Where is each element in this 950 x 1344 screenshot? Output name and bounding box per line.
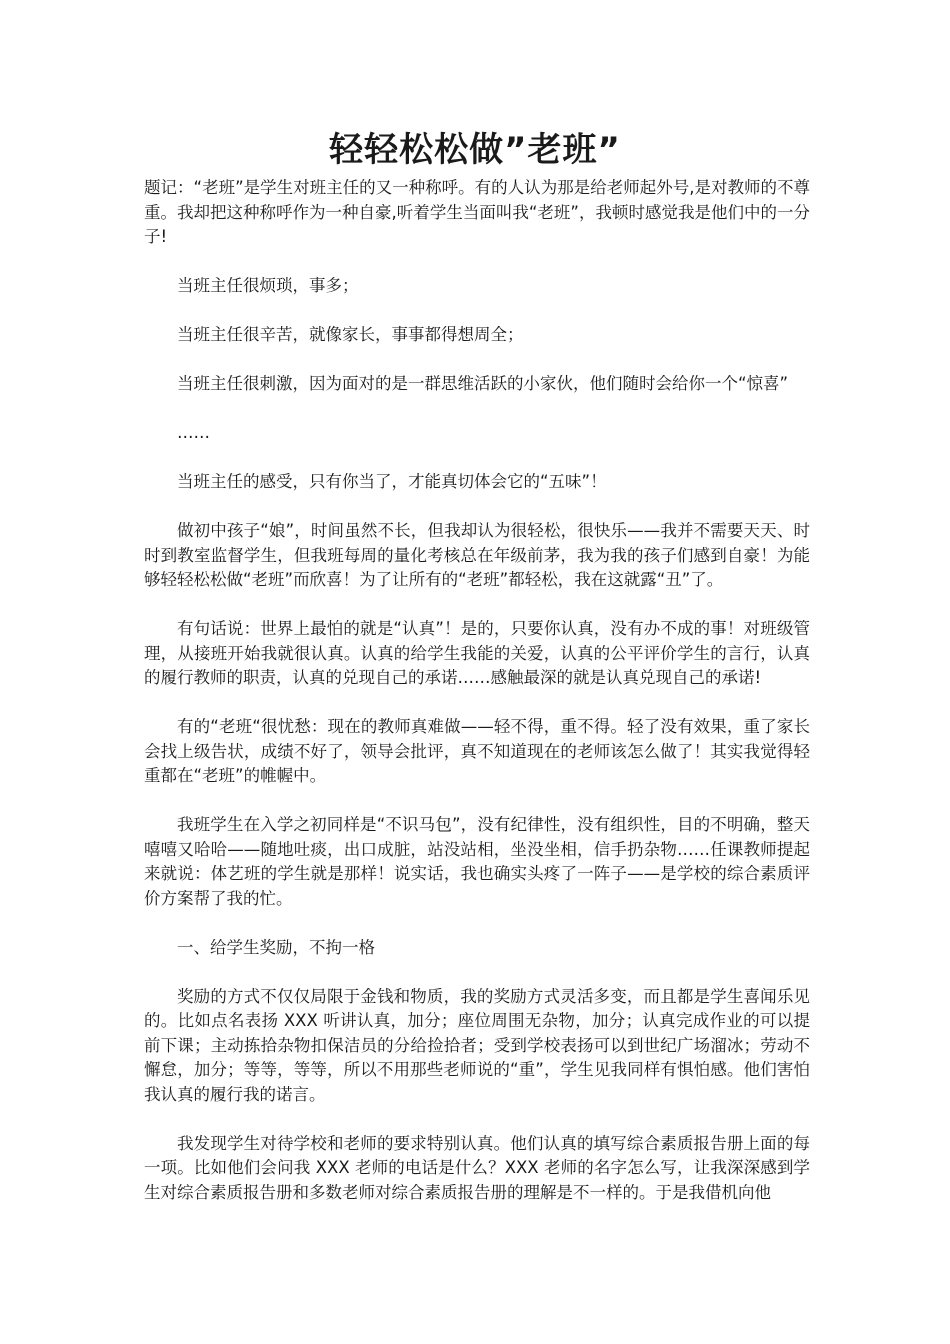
- paragraph: 当班主任的感受，只有你当了，才能真切体会它的“五味”！: [177, 472, 607, 491]
- paragraph: 有句话说：世界上最怕的就是“认真”！是的，只要你认真，没有办不成的事！对班级管理，从接班开始我就很认真。认真的给学生我能的关爱，认真的公平评价学生的言行，认真的履行教师的职责，认真的兑现自己的承诺……感触最深的就是认真兑现自己的承诺!: [144, 619, 810, 687]
- paragraph: 当班主任很烦琐，事多；: [177, 276, 359, 295]
- paragraph: 我班学生在入学之初同样是“不识马包”，没有纪律性，没有组织性，目的不明确，整天嘻嘻又哈哈——随地吐痰，出口成脏，站没站相，坐没坐相，信手扔杂物……任课教师提起来就说：体艺班的学生就是那样！说实话，我也确实头疼了一阵子——是学校的综合素质评价方案帮了我的忙。: [144, 815, 810, 908]
- paragraph-preface: 题记：“老班”是学生对班主任的又一种称呼。有的人认为那是给老师起外号,是对教师的不尊重。我却把这种称呼作为一种自豪,听着学生当面叫我“老班”，我顿时感觉我是他们中的一分子!: [144, 178, 810, 246]
- paragraph: 有的“老班“很忧愁：现在的教师真难做——轻不得，重不得。轻了没有效果，重了家长会找上级告状，成绩不好了，领导会批评，真不知道现在的老师该怎么做了！其实我觉得轻重都在“老班”的帷幄中。: [144, 717, 810, 785]
- paragraph: 奖励的方式不仅仅局限于金钱和物质，我的奖励方式灵活多变，而且都是学生喜闻乐见的。比如点名表扬 XXX 听讲认真，加分；座位周围无杂物，加分；认真完成作业的可以提前下课；主动拣拾杂物扣保洁员的分给捡拾者；受到学校表扬可以到世纪广场溜冰；劳动不懈怠，加分；等等，等等，所以不用那些老师说的“重”，学生见我同样有惧怕感。他们害怕我认真的履行我的诺言。: [144, 986, 810, 1104]
- paragraph: 做初中孩子“娘”，时间虽然不长，但我却认为很轻松，很快乐——我并不需要天天、时时到教室监督学生，但我班每周的量化考核总在年级前茅，我为我的孩子们感到自豪！为能够轻轻松松做“老班”而欣喜！为了让所有的“老班”都轻松，我在这就露“丑”了。: [144, 521, 810, 589]
- document-body: [144, 176, 810, 1230]
- document-title: 轻轻松松做”老班”: [329, 130, 621, 170]
- section-heading: 一、给学生奖励，不拘一格: [177, 937, 375, 957]
- paragraph-ellipsis: ……: [177, 423, 210, 442]
- paragraph: 当班主任很刺激，因为面对的是一群思维活跃的小家伙，他们随时会给你一个“惊喜”: [177, 374, 789, 393]
- paragraph: 我发现学生对待学校和老师的要求特别认真。他们认真的填写综合素质报告册上面的每一项。比如他们会问我 XXX 老师的电话是什么？XXX 老师的名字怎么写，让我深深感到学生对综合素质报告册和多数老师对综合素质报告册的理解是不一样的。于是我借机向他: [144, 1133, 810, 1202]
- paragraph: 当班主任很辛苦，就像家长，事事都得想周全；: [177, 325, 524, 344]
